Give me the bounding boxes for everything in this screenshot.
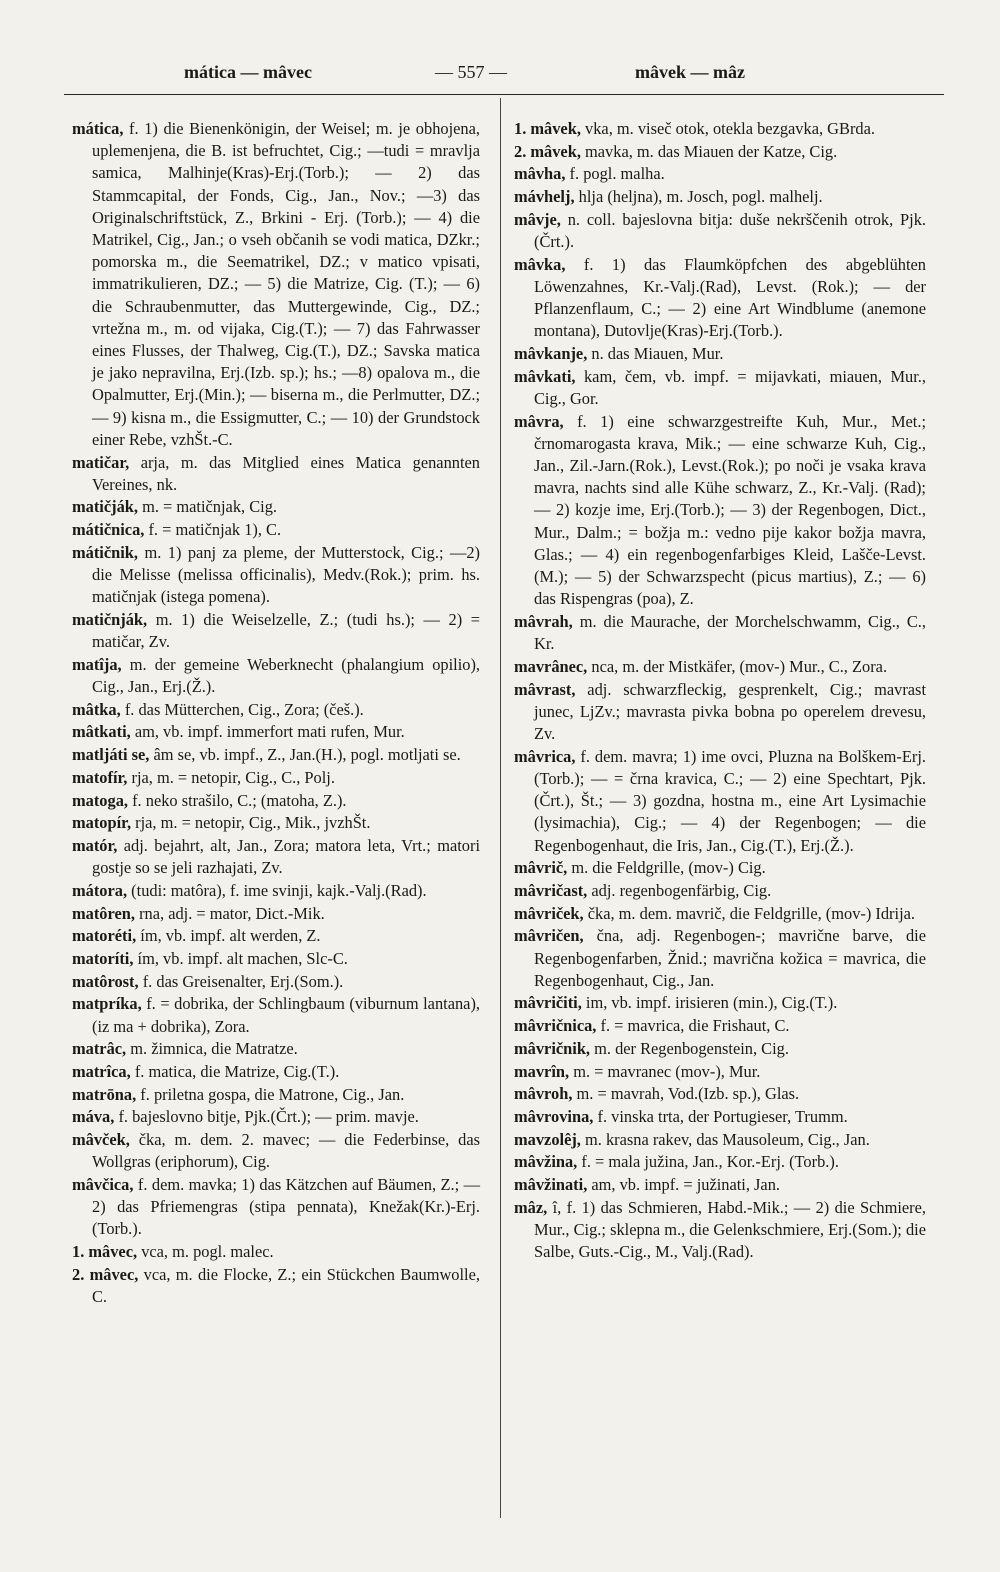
entry-headword: matljáti se, [72, 745, 150, 765]
dictionary-entry [72, 835, 480, 879]
entry-headword: mâvrast, [514, 679, 576, 699]
entry-headword: mâvje, [514, 209, 561, 229]
entry-headword: mátora, [72, 880, 128, 900]
dictionary-entry [72, 609, 480, 653]
entry-headword: mavrânec, [514, 656, 588, 676]
dictionary-entry [72, 1061, 480, 1083]
entry-headword: matôrost, [72, 971, 139, 991]
entry-definition: m. 1) panj za pleme, der Mutterstock, Cig.; —2) die Melisse (melissa officinalis), Medv.(Rok.); prim. hs. matičnjak (istega pomena). [92, 542, 480, 607]
entry-definition: m. krasna rakev, das Mausoleum, Cig., Jan. [580, 1129, 870, 1149]
entry-definition: vca, m. die Flocke, Z.; ein Stückchen Baumwolle, C. [92, 1264, 480, 1307]
entry-definition: f. neko strašilo, C.; (matoha, Z.). [128, 790, 347, 810]
entry-definition: âm se, vb. impf., Z., Jan.(H.), pogl. motljati se. [149, 745, 461, 765]
entry-definition: f. dem. mavra; 1) ime ovci, Pluzna na Bolškem-Erj.(Torb.); — = črna kravica, C.; — 2) eine Spechtart, Pjk.(Črt.), Št.; — 3) gozdna, hostna m., eine Art Lysimachie (lysimachia), Cig.; — 4) der Regenbogen; — die Regenbogenhaut, die Iris, Jan., Cig.(T.), Erj.(Ž.). [534, 746, 926, 855]
entry-definition: čka, m. dem. mavrič, die Feldgrille, (mov-) Idrija. [583, 903, 915, 923]
dictionary-entry [514, 411, 926, 611]
dictionary-entry [514, 1129, 926, 1151]
entry-headword: mâvričnik, [514, 1038, 591, 1058]
entry-headword: máva, [72, 1107, 115, 1127]
entry-headword: mâvričiti, [514, 993, 582, 1013]
dictionary-entry [514, 925, 926, 992]
entry-definition: f. matica, die Matrize, Cig.(T.). [130, 1062, 340, 1082]
entry-headword: matîja, [72, 654, 122, 674]
entry-definition: m. 1) die Weiselzelle, Z.; (tudi hs.); — 2) = matičar, Zv. [92, 609, 480, 652]
entry-headword: matičják, [72, 497, 139, 517]
dictionary-entry [514, 679, 926, 746]
entry-headword: mâvkanje, [514, 344, 588, 364]
entry-headword: mâvkati, [514, 366, 576, 386]
entry-definition: m. der Regenbogenstein, Cig. [590, 1038, 789, 1058]
page-number: — 557 — [435, 62, 507, 82]
entry-definition: kam, čem, vb. impf. = mijavkati, miauen, Mur., Cig., Gor. [534, 366, 926, 408]
dictionary-entry [72, 1264, 480, 1308]
entry-headword: 2. mâvek, [514, 141, 581, 161]
dictionary-entry [514, 186, 926, 208]
entry-definition: m. = matičnjak, Cig. [138, 497, 277, 517]
entry-headword: matôren, [72, 903, 135, 923]
dictionary-entry [72, 925, 480, 947]
entry-headword: mâvha, [514, 164, 566, 184]
dictionary-entry [72, 880, 480, 902]
dictionary-entry [72, 1174, 480, 1241]
dictionary-entry [72, 519, 480, 541]
entry-headword: mâtkati, [72, 722, 131, 742]
dictionary-entry [514, 366, 926, 410]
entry-definition: f. 1) eine schwarzgestreifte Kuh, Mur., Met.; črnomarogasta krava, Mik.; — eine schwarze Kuh, Cig., Jan., Zil.-Jarn.(Rok.), Levst.(Rok.); po noči je vsaka krava mavra, nachts sind alle Kühe schwarz, Z., Kr.-Valj. (Rad); — 2) kozje ime, Erj.(Torb.); — 3) der Regenbogen, Dict., Mur., Dalm.; = božja m.: vedno pije kakor božja mavra, Glas.; — 4) ein regenbogenfarbiges Kleid, Lašče-Levst.(M.); — 5) der Schwarzspecht (picus martius), Z.; — 6) das Rispengras (poa), Z. [534, 411, 926, 609]
dictionary-entry [72, 903, 480, 925]
entry-definition: adj. regenbogenfärbig, Cig. [587, 880, 772, 900]
dictionary-entry [514, 1061, 926, 1083]
entry-headword: mátičnik, [72, 542, 139, 562]
entry-headword: matoga, [72, 790, 128, 810]
dictionary-entry [514, 1106, 926, 1128]
left-column [72, 118, 480, 1309]
dictionary-entry [72, 993, 480, 1037]
dictionary-entry [514, 903, 926, 925]
entry-definition: m. = mavrah, Vod.(Izb. sp.), Glas. [572, 1084, 800, 1104]
entry-headword: mâvček, [72, 1130, 130, 1150]
entry-headword: mávhelj, [514, 187, 575, 207]
right-column [514, 118, 926, 1264]
entry-headword: matrîca, [72, 1062, 131, 1082]
dictionary-entry [72, 767, 480, 789]
entry-headword: matoréti, [72, 926, 137, 946]
entry-definition: čka, m. dem. 2. mavec; — die Federbinse, das Wollgras (eriphorum), Cig. [92, 1130, 480, 1172]
entry-headword: mátičnica, [72, 520, 145, 540]
entry-definition: n. das Miauen, Mur. [587, 344, 724, 364]
dictionary-entry [72, 721, 480, 743]
entry-definition: m. die Maurache, der Morchelschwamm, Cig., C., Kr. [534, 611, 926, 654]
dictionary-entry [514, 254, 926, 343]
entry-headword: mâvriček, [514, 903, 584, 923]
dictionary-entry [72, 1241, 480, 1263]
entry-headword: 1. mâvek, [514, 119, 581, 138]
entry-headword: mâtka, [72, 699, 121, 719]
header-rule [64, 94, 944, 95]
entry-definition: f. das Greisenalter, Erj.(Som.). [138, 971, 344, 991]
header-right-guide-words: mâvek — mâz [635, 62, 745, 82]
entry-headword: matrōna, [72, 1084, 137, 1104]
entry-definition: f. = dobrika, der Schlingbaum (viburnum lantana), (iz ma + dobrika), Zora. [92, 994, 480, 1036]
dictionary-entry [514, 746, 926, 857]
entry-definition: (tudi: matôra), f. ime svinji, kajk.-Valj.(Rad). [127, 880, 427, 900]
dictionary-entry [72, 948, 480, 970]
entry-definition: adj. schwarzfleckig, gesprenkelt, Cig.; mavrast junec, LjZv.; mavrasta pivka bobna po operelem drevesu, Zv. [534, 679, 926, 743]
entry-headword: mâvžinati, [514, 1175, 588, 1195]
entry-definition: vka, m. viseč otok, otekla bezgavka, GBrda. [580, 119, 875, 138]
dictionary-entry [72, 654, 480, 698]
dictionary-entry [72, 1084, 480, 1106]
entry-headword: matičar, [72, 452, 130, 472]
dictionary-entry [514, 209, 926, 253]
dictionary-entry [72, 542, 480, 609]
entry-headword: matopír, [72, 813, 132, 833]
dictionary-entry [514, 656, 926, 678]
entry-definition: am, vb. impf. = južinati, Jan. [587, 1175, 780, 1195]
dictionary-entry [72, 971, 480, 993]
dictionary-entry [514, 1197, 926, 1264]
entry-headword: matoríti, [72, 949, 134, 969]
dictionary-entry [72, 790, 480, 812]
entry-headword: mâvroh, [514, 1084, 573, 1104]
dictionary-entry [514, 857, 926, 879]
entry-definition: rja, m. = netopir, Cig., Mik., jvzhŠt. [131, 813, 371, 833]
header-left-guide-words: mática — mâvec [184, 62, 312, 82]
entry-definition: m. der gemeine Weberknecht (phalangium opilio), Cig., Jan., Erj.(Ž.). [92, 654, 480, 697]
column-divider [500, 98, 501, 1518]
dictionary-entry [72, 496, 480, 518]
entry-headword: mâvžina, [514, 1152, 578, 1172]
entry-headword: mâvrovina, [514, 1106, 594, 1126]
dictionary-entry [514, 1151, 926, 1173]
entry-definition: nca, m. der Mistkäfer, (mov-) Mur., C., Zora. [587, 656, 888, 676]
entry-definition: f. das Mütterchen, Cig., Zora; (češ.). [120, 699, 364, 719]
dictionary-entry [72, 1038, 480, 1060]
dictionary-entry [72, 1106, 480, 1128]
entry-headword: matór, [72, 836, 118, 855]
entry-definition: f. bajeslovno bitje, Pjk.(Črt.); — prim. mavje. [114, 1107, 419, 1127]
entry-headword: mâvrič, [514, 858, 568, 878]
dictionary-entry [72, 452, 480, 496]
dictionary-entry [514, 343, 926, 365]
entry-headword: matofír, [72, 767, 128, 787]
dictionary-entry [514, 141, 926, 163]
entry-definition: f. priletna gospa, die Matrone, Cig., Jan. [136, 1084, 405, 1104]
entry-definition: mavka, m. das Miauen der Katze, Cig. [580, 141, 838, 161]
entry-headword: 1. mâvec, [72, 1242, 138, 1262]
dictionary-entry [72, 699, 480, 721]
entry-definition: m. žimnica, die Matratze. [126, 1039, 298, 1059]
entry-definition: f. dem. mavka; 1) das Kätzchen auf Bäumen, Z.; — 2) das Pfriemengras (stipa pennata), Knežak(Kr.)-Erj.(Torb.). [92, 1175, 480, 1239]
dictionary-entry [514, 1038, 926, 1060]
entry-headword: 2. mâvec, [72, 1264, 139, 1284]
entry-definition: f. 1) das Flaumköpfchen des abgeblühten Löwenzahnes, Kr.-Valj.(Rad), Levst. (Rok.); — der Pflanzenflaum, C.; — 2) eine Art Windblume (anemone montana), Dutovlje(Kras)-Erj.(Torb.). [534, 254, 926, 341]
entry-headword: mâvrica, [514, 746, 576, 766]
entry-definition: ím, vb. impf. alt werden, Z. [136, 926, 321, 946]
dictionary-entry [514, 163, 926, 185]
entry-headword: matrâc, [72, 1039, 127, 1059]
entry-definition: hlja (heljna), m. Josch, pogl. malhelj. [574, 187, 823, 207]
entry-headword: mavzolêj, [514, 1129, 581, 1149]
dictionary-entry [514, 1083, 926, 1105]
entry-definition: m. = mavranec (mov-), Mur. [569, 1061, 761, 1081]
entry-definition: î, f. 1) das Schmieren, Habd.-Mik.; — 2) die Schmiere, Mur., Cig.; sklepna m., die Gelenkschmiere, Erj.(Som.); die Salbe, Guts.-Cig., M., Valj.(Rad). [534, 1197, 926, 1262]
page-header [60, 62, 945, 92]
entry-headword: mavrîn, [514, 1061, 570, 1081]
entry-definition: adj. bejahrt, alt, Jan., Zora; matora leta, Vrt.; matori gostje so se jeli razhajati, Zv. [92, 836, 480, 878]
entry-definition: arja, m. das Mitglied eines Matica genannten Vereines, nk. [92, 452, 480, 494]
entry-headword: mâz, [514, 1197, 548, 1217]
entry-headword: mâvra, [514, 411, 564, 431]
entry-definition: f. = matičnjak 1), C. [144, 520, 282, 540]
dictionary-entry [514, 1174, 926, 1196]
entry-definition: vca, m. pogl. malec. [137, 1242, 274, 1262]
entry-definition: f. = mavrica, die Frishaut, C. [596, 1016, 790, 1036]
entry-definition: rna, adj. = mator, Dict.-Mik. [134, 903, 325, 923]
entry-definition: n. coll. bajeslovna bitja: duše nekrščenih otrok, Pjk.(Črt.). [534, 209, 926, 252]
entry-headword: mâvčica, [72, 1175, 134, 1195]
entry-headword: mâvričen, [514, 926, 584, 946]
dictionary-entry [514, 118, 926, 140]
dictionary-entry [514, 611, 926, 655]
entry-headword: mâvka, [514, 254, 566, 274]
entry-headword: mâvričast, [514, 880, 588, 900]
entry-definition: m. die Feldgrille, (mov-) Cig. [567, 858, 766, 878]
dictionary-entry [72, 812, 480, 834]
entry-headword: mática, [72, 119, 124, 138]
entry-definition: čna, adj. Regenbogen-; mavrične barve, die Regenbogenfarben, Žnid.; mavrična kožica = mavrica, die Regenbogenhaut, Cig., Jan. [534, 926, 926, 990]
dictionary-entry [514, 992, 926, 1014]
entry-definition: f. = mala južina, Jan., Kor.-Erj. (Torb.). [577, 1152, 839, 1172]
entry-definition: im, vb. impf. irisieren (min.), Cig.(T.). [581, 993, 838, 1013]
entry-definition: f. pogl. malha. [565, 164, 665, 184]
entry-headword: mâvričnica, [514, 1016, 597, 1036]
dictionary-entry [514, 1015, 926, 1037]
entry-headword: matpríka, [72, 994, 142, 1014]
dictionary-entry [72, 1129, 480, 1173]
dictionary-entry [514, 880, 926, 902]
entry-definition: am, vb. impf. immerfort mati rufen, Mur. [130, 722, 405, 742]
entry-definition: rja, m. = netopir, Cig., C., Polj. [127, 767, 335, 787]
dictionary-entry [72, 118, 480, 451]
entry-definition: f. 1) die Bienenkönigin, der Weisel; m. je obhojena, uplemenjena, die B. ist befruchtet, Cig.; —tudi = mravlja samica, Malhinje(Kras)-Erj.(Torb.); — 2) das Stammcapital, der Fonds, Cig., Jan., Nov.; —3) das Originalschriftstück, Z., Brkini - Erj. (Torb.); — 4) die Matrikel, Cig., Jan.; o vseh občanih se vodi matica, DZkr.; pomorska m., die Seematrikel, DZ.; v matico vpisati, immatrikulieren, DZ.; — 5) die Matrize, Cig. (T.); — 6) die Schraubenmutter, das Muttergewinde, Cig., DZ.; vrtežna m., m. od vijaka, Cig.(T.); — 7) das Fahrwasser eines Flusses, der Thalweg, Cig.(T.), DZ.; Savska matica je jako nepravilna, Erj.(Izb. sp.); hs.; —8) opalova m., die Opalmutter, Erj.(Min.); — biserna m., die Perlmutter, DZ.; — 9) kisna m., die Essigmutter, C.; — 10) der Grundstock einer Rebe, vzhŠt.-C. [92, 119, 480, 449]
entry-definition: f. vinska trta, der Portugieser, Trumm. [593, 1106, 848, 1126]
entry-definition: ím, vb. impf. alt machen, Slc-C. [133, 949, 348, 969]
entry-headword: matičnják, [72, 609, 148, 629]
dictionary-entry [72, 744, 480, 766]
entry-headword: mâvrah, [514, 611, 573, 631]
